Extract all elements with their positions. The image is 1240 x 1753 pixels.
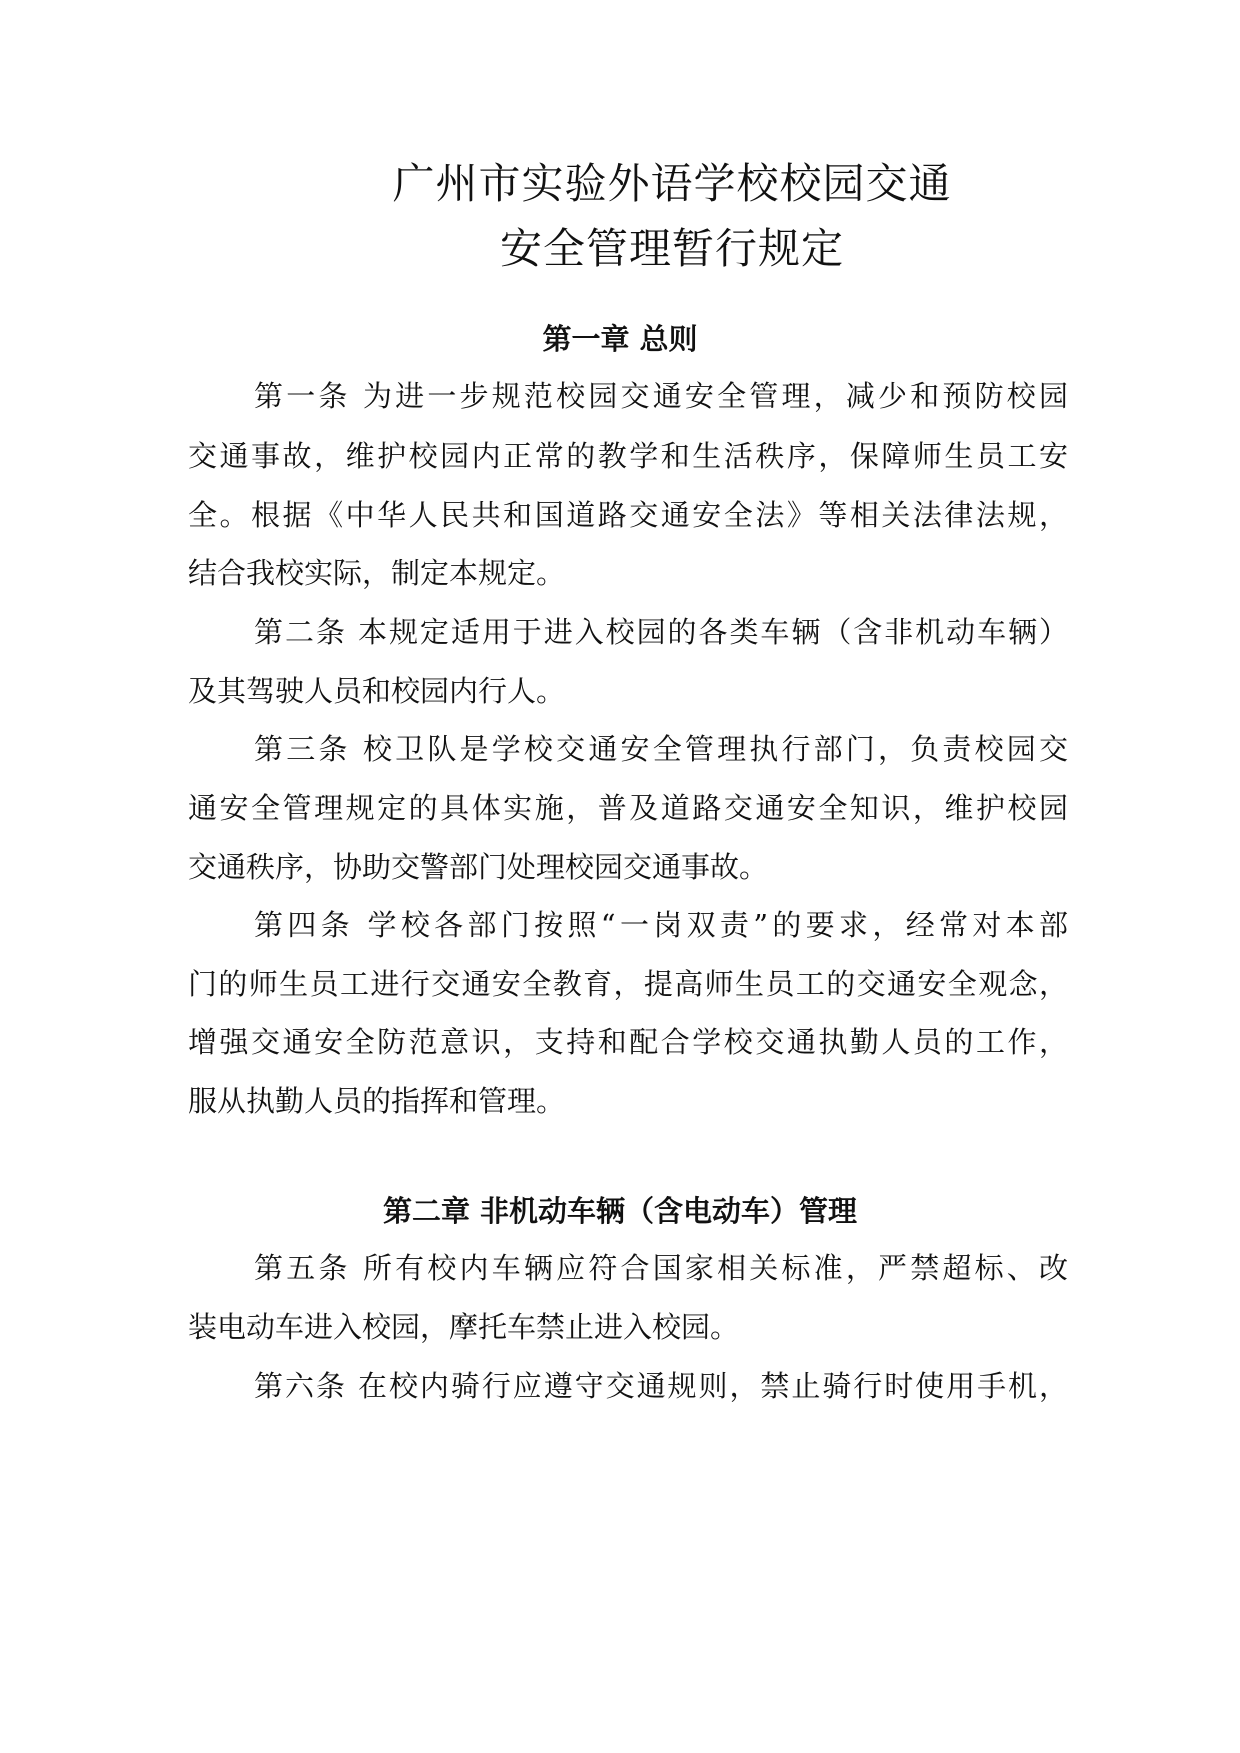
document-title-line-2: 安全管理暂行规定	[499, 224, 844, 273]
article-3-line-1: 第三条 校卫队是学校交通安全管理执行部门，负责校园交	[254, 732, 1068, 766]
article-5-line-2: 装电动车进入校园，摩托车禁止进入校园。	[188, 1310, 740, 1344]
article-5-line-1: 第五条 所有校内车辆应符合国家相关标准，严禁超标、改	[254, 1251, 1068, 1285]
article-6-line-1: 第六条 在校内骑行应遵守交通规则，禁止骑行时使用手机，	[254, 1369, 1068, 1403]
chapter-2-heading: 第二章 非机动车辆（含电动车）管理	[382, 1194, 858, 1228]
article-2-line-2: 及其驾驶人员和校园内行人。	[188, 674, 566, 708]
article-1-line-1: 第一条 为进一步规范校园交通安全管理，减少和预防校园	[254, 379, 1068, 413]
article-1-line-2: 交通事故，维护校园内正常的教学和生活秩序，保障师生员工安	[188, 439, 1068, 473]
document-title-line-1: 广州市实验外语学校校园交通	[392, 159, 952, 208]
chapter-1-heading: 第一章 总则	[542, 322, 698, 356]
article-3-line-2: 通安全管理规定的具体实施，普及道路交通安全知识，维护校园	[188, 791, 1068, 825]
article-4-line-2: 门的师生员工进行交通安全教育，提高师生员工的交通安全观念，	[188, 967, 1068, 1001]
article-4-line-4: 服从执勤人员的指挥和管理。	[188, 1084, 566, 1118]
article-3-line-3: 交通秩序，协助交警部门处理校园交通事故。	[188, 850, 769, 884]
article-4-line-3: 增强交通安全防范意识，支持和配合学校交通执勤人员的工作，	[188, 1025, 1068, 1059]
article-1-line-4: 结合我校实际，制定本规定。	[188, 556, 566, 590]
article-4-line-1: 第四条 学校各部门按照“一岗双责”的要求，经常对本部	[254, 908, 1068, 942]
article-1-line-3: 全。根据《中华人民共和国道路交通安全法》等相关法律法规，	[188, 498, 1068, 532]
article-2-line-1: 第二条 本规定适用于进入校园的各类车辆（含非机动车辆）	[254, 615, 1068, 649]
